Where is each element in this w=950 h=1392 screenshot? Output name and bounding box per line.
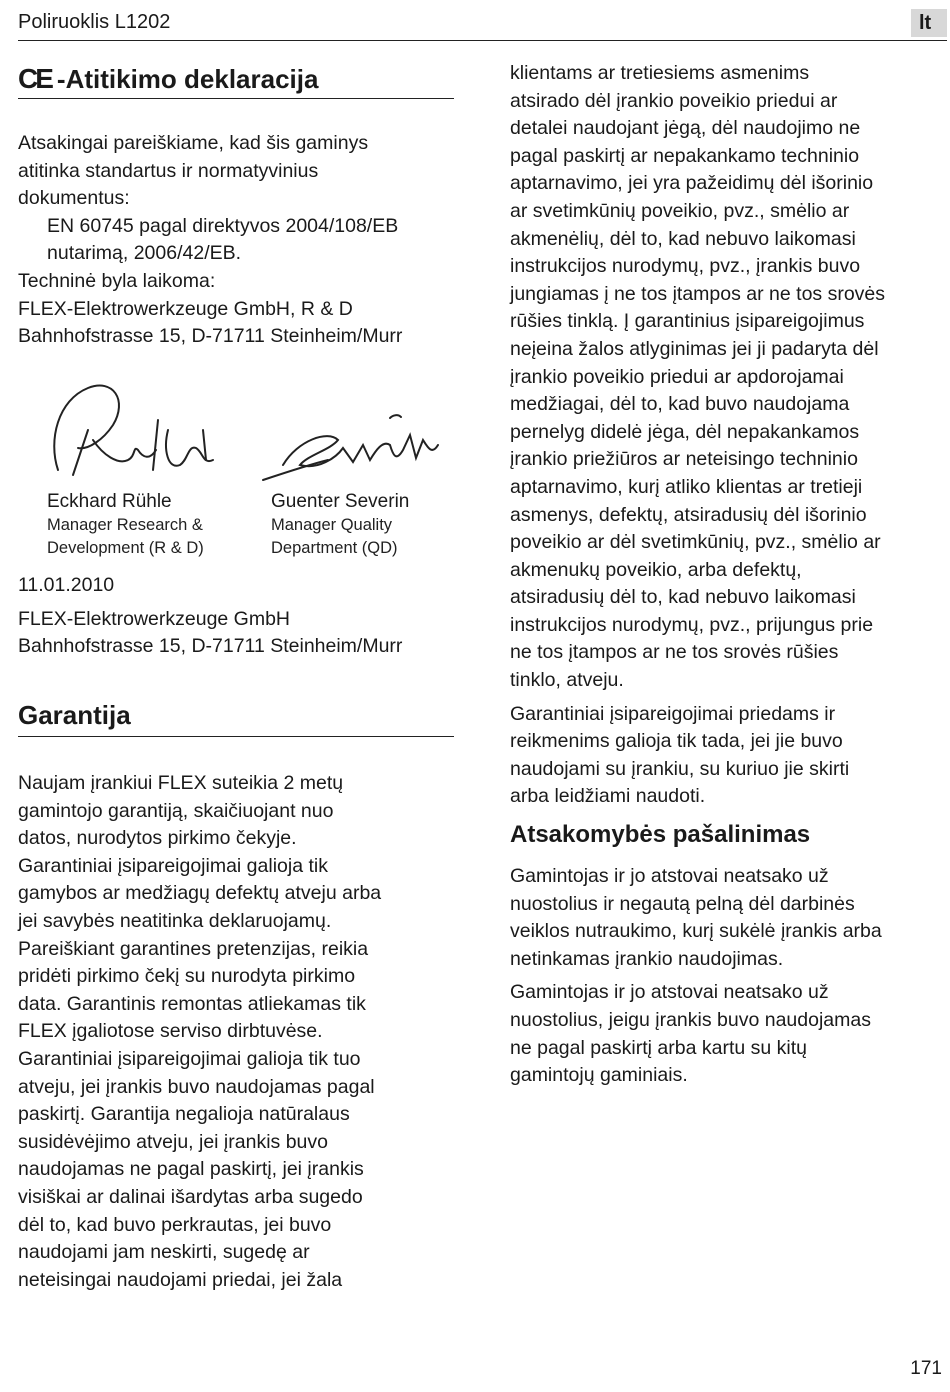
text-line: Gamintojas ir jo atstovai neatsako už — [510, 981, 829, 1004]
signer-name: Eckhard Rühle — [47, 491, 172, 512]
signer-name: Guenter Severin — [271, 491, 410, 512]
text-line: ne tos įtampos ar ne tos srovės rūšies — [510, 641, 839, 664]
text-line: naudojamas ne pagal paskirtį, jei įrankis — [18, 1158, 364, 1181]
text-line: poveikio ar dėl svetimkūnių, pvz., smėlio ar — [510, 531, 881, 554]
text-line: arba leidžiami naudoti. — [510, 785, 706, 808]
declaration-heading — [18, 60, 454, 99]
text-line: gamintojų gaminiais. — [510, 1064, 688, 1087]
ce-mark-icon: CE — [18, 63, 51, 94]
signature-ruhle-icon — [54, 386, 213, 475]
text-line: įrankio poveikio priedui ar apdorojamai — [510, 365, 844, 388]
text-line: pernelyg didelė jėga, dėl nepakankamos — [510, 420, 860, 443]
handwritten-signatures — [18, 370, 458, 495]
text-line: instrukcijos nurodymų, pvz., įrankis buvo — [510, 255, 861, 278]
signer-2 — [271, 490, 409, 560]
warranty-heading — [18, 694, 454, 737]
text-line: FLEX-Elektrowerkzeuge GmbH, R & D — [18, 297, 353, 320]
declaration-tech-file — [18, 268, 458, 351]
text-line: atsirado dėl įrankio poveikio priedui ar — [510, 89, 838, 112]
text-line: įrankio priežiūros ar neteisingo techninio — [510, 448, 858, 471]
text-line: reikmenims galioja tik tada, jei jie buvo — [510, 730, 843, 753]
declaration-title: -Atitikimo deklaracija — [56, 63, 319, 94]
text-line: akmenėlių, dėl to, kad nebuvo laikomasi — [510, 227, 856, 250]
text-line: Techninė byla laikoma: — [18, 269, 216, 292]
text-line: detalei naudojant jėgą, dėl naudojimo ne — [510, 117, 861, 140]
text-line: pridėti pirkimo čekį su nurodyta pirkimo — [18, 965, 356, 988]
text-line: klientams ar tretiesiems asmenims — [510, 62, 810, 84]
text-line: dėl to, kad buvo perkrautas, jei buvo — [18, 1213, 332, 1236]
text-line: gamybos ar medžiagų defektų atveju arba — [18, 882, 382, 905]
text-line: Garantiniai įsipareigojimai galioja tik — [18, 854, 328, 877]
text-line: nuostolius, jeigu įrankis buvo naudojamas — [510, 1009, 871, 1031]
text-line: ar svetimkūnių poveikio, pvz., smėlio ar — [510, 199, 850, 222]
text-line: atveju, jei įrankis buvo naudojamas pagal — [18, 1075, 375, 1098]
declaration-intro — [18, 130, 458, 213]
liability-para-2 — [510, 979, 944, 1089]
signer-role: Manager Quality — [271, 516, 393, 534]
text-line: data. Garantinis remontas atliekamas tik — [18, 992, 366, 1015]
page-number: 171 — [910, 1358, 942, 1379]
text-line: paskirtį. Garantija negalioja natūralaus — [18, 1103, 350, 1126]
declaration-date: 11.01.2010 — [18, 574, 115, 596]
text-line: EN 60745 pagal direktyvos 2004/108/EB — [47, 214, 399, 237]
text-line: instrukcijos nurodymų, pvz., prijungus prie — [510, 613, 874, 636]
text-line: dokumentus: — [18, 187, 130, 210]
text-line: Bahnhofstrasse 15, D-71711 Steinheim/Murr — [18, 325, 403, 348]
text-line: nutarimą, 2006/42/EB. — [47, 242, 242, 265]
text-line: tinklo, atveju. — [510, 669, 624, 692]
declaration-footer — [18, 572, 458, 661]
text-line: atitinka standartus ir normatyvinius — [18, 159, 319, 182]
text-line: asmenys, defektų, atsiradusių dėl išorinio — [510, 503, 867, 526]
text-line: pagal paskirtį ar nepakankamo techninio — [510, 144, 860, 167]
text-line: neįeina žalos atlyginimas jei ji padaryta dėl — [510, 337, 879, 360]
text-line: jei savybės neatitinka deklaruojamų. — [18, 909, 332, 932]
text-line: FLEX įgaliotose serviso dirbtuvėse. — [18, 1020, 323, 1043]
signer-role: Manager Research & — [47, 516, 203, 534]
text-line: susidėvėjimo atveju, jei įrankis buvo — [18, 1130, 328, 1153]
language-badge: lt — [911, 9, 947, 37]
declaration-address — [18, 606, 458, 661]
text-line: visiškai ar dalinai išardytas arba sugedo — [18, 1185, 363, 1208]
text-line: Garantiniai įsipareigojimai priedams ir — [510, 702, 836, 725]
text-line: ne pagal paskirtį arba kartu su kitų — [510, 1036, 807, 1059]
document-title: Poliruoklis L1202 — [18, 11, 171, 33]
text-line: Gamintojas ir jo atstovai neatsako už — [510, 865, 829, 888]
signer-role: Development (R & D) — [47, 539, 204, 557]
page-header — [18, 6, 947, 41]
text-line: netinkamas įrankio naudojimas. — [510, 947, 784, 970]
liability-heading: Atsakomybės pašalinimas — [510, 821, 811, 849]
text-line: akmenukų poveikio, arba defektų, — [510, 558, 802, 581]
text-line: datos, nurodytos pirkimo čekyje. — [18, 827, 297, 850]
signatures — [18, 370, 458, 570]
text-line: Atsakingai pareiškiame, kad šis gaminys — [18, 132, 369, 154]
text-line: Garantiniai įsipareigojimai galioja tik tuo — [18, 1047, 361, 1070]
liability-para-1 — [510, 863, 944, 973]
text-line: neteisingai naudojami priedai, jei žala — [18, 1268, 343, 1291]
right-column — [510, 60, 944, 1090]
text-line: naudojami jam neskirti, sugedę ar — [18, 1241, 310, 1264]
text-line: atsiradusių dėl to, kad nebuvo laikomasi — [510, 586, 856, 609]
declaration-standards — [18, 213, 458, 268]
signer-1 — [47, 490, 204, 560]
text-line: naudojami su įrankiu, su kuriuo jie skirti — [510, 757, 850, 780]
text-line: veiklos nutraukimo, kurį sukėlė įrankis arba — [510, 920, 882, 943]
text-line: Pareiškiant garantines pretenzijas, reikia — [18, 937, 369, 960]
declaration-body — [18, 130, 458, 351]
signature-severin-icon — [263, 415, 438, 480]
text-line: jungiamas į ne tos įtampos ar ne tos srovės — [510, 282, 886, 305]
text-line: Naujam įrankiui FLEX suteikia 2 metų — [18, 772, 344, 794]
text-line: gamintojo garantiją, skaičiuojant nuo — [18, 799, 334, 822]
text-line: Bahnhofstrasse 15, D-71711 Steinheim/Murr — [18, 635, 403, 658]
signer-role: Department (QD) — [271, 539, 398, 557]
warranty-accessories — [510, 701, 944, 811]
text-line: aptarnavimo, jei yra pažeidimų dėl išorinio — [510, 172, 874, 195]
text-line: rūšies tinklą. Į garantinius įsipareigojimus — [510, 310, 865, 333]
text-line: aptarnavimo, kurį atliko klientas ar tretieji — [510, 475, 863, 498]
warranty-text-left — [18, 770, 458, 1294]
text-line: medžiagai, dėl to, kad buvo naudojama — [510, 393, 850, 416]
warranty-title: Garantija — [18, 699, 131, 730]
text-line: nuostolius ir negautą pelną dėl darbinės — [510, 892, 855, 915]
text-line: FLEX-Elektrowerkzeuge GmbH — [18, 607, 291, 630]
warranty-text-right — [510, 60, 944, 695]
